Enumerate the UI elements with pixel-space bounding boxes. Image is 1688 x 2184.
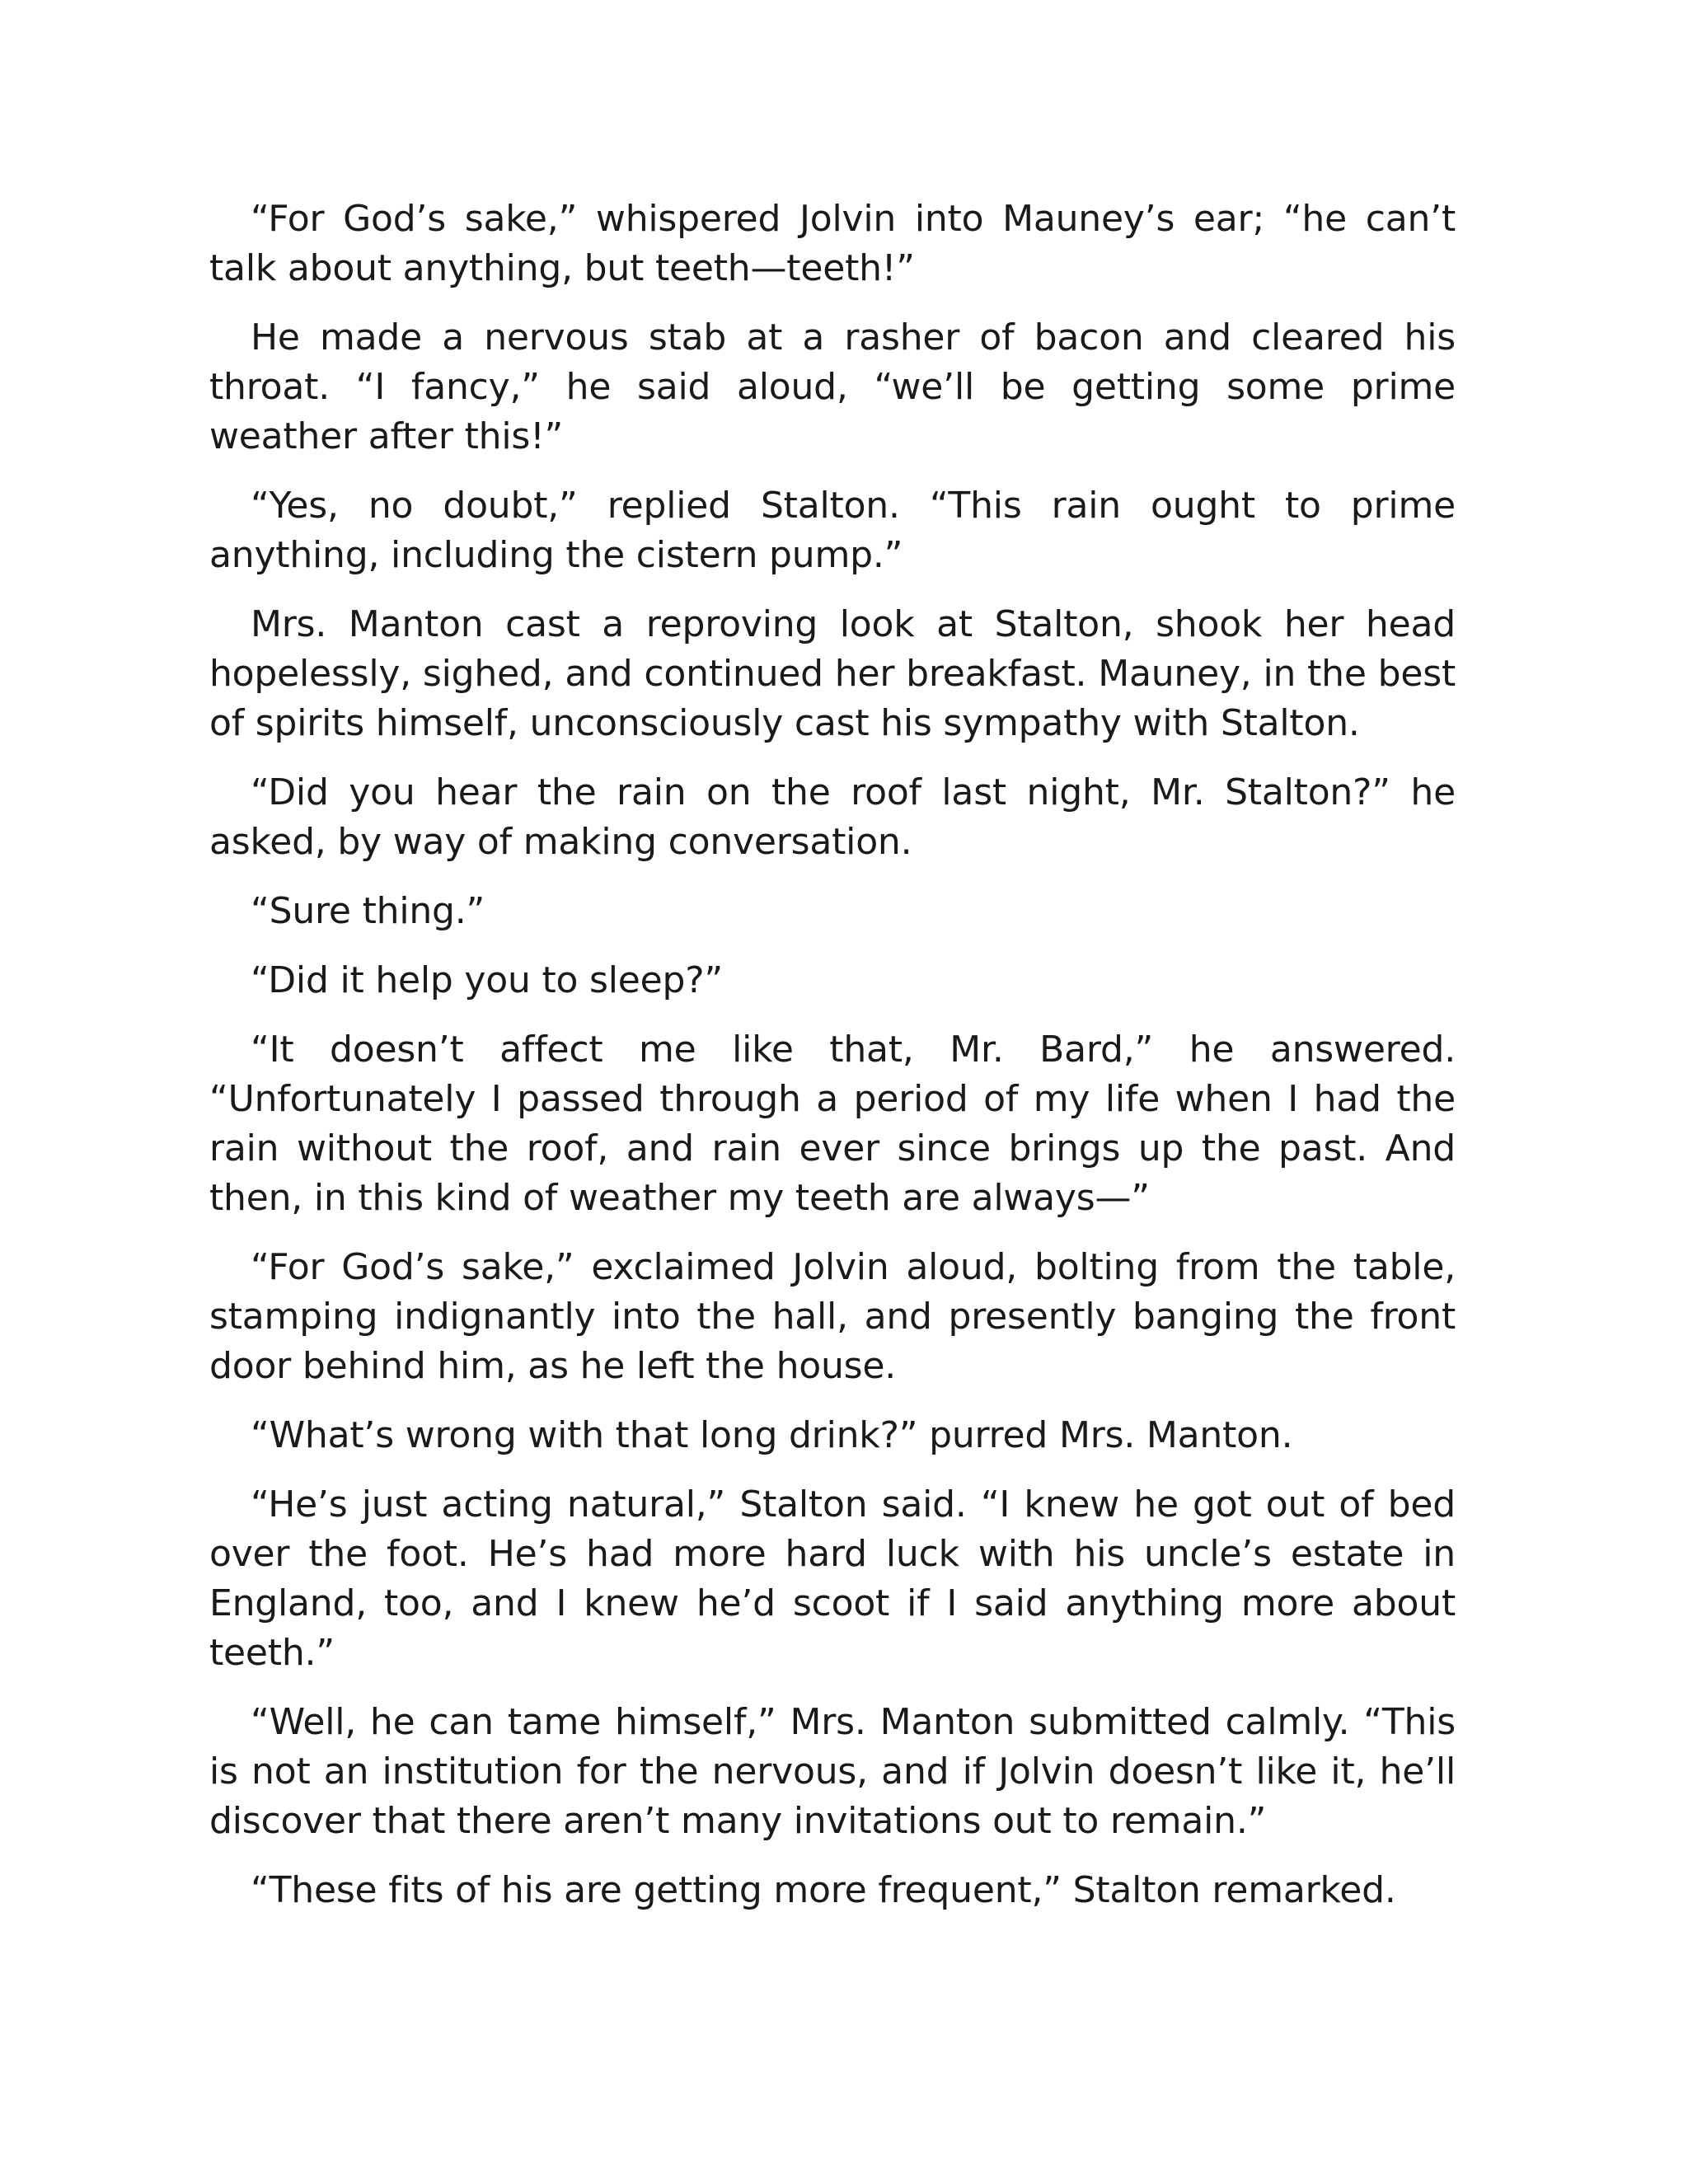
paragraph: “He’s just acting natural,” Stalton said. “I knew he got out of bed over the foot. He’s had more hard luck with his uncle’s estate in England, too, and I knew he’d scoot if I said anything more about teeth.”: [209, 1483, 1456, 1674]
paragraph: “Sure thing.”: [251, 890, 485, 932]
paragraph: Mrs. Manton cast a reproving look at Stalton, shook her head hopelessly, sighed, and continued her breakfast. Mauney, in the best of spirits himself, unconsciously cast his sympathy with Stalton.: [209, 603, 1456, 744]
paragraph: He made a nervous stab at a rasher of bacon and cleared his throat. “I fancy,” he said aloud, “we’ll be getting some prime weather after this!”: [209, 316, 1456, 457]
page-body: [209, 194, 1456, 1935]
paragraph: “Yes, no doubt,” replied Stalton. “This rain ought to prime anything, including the cistern pump.”: [209, 485, 1456, 576]
paragraph: “Did it help you to sleep?”: [251, 959, 723, 1001]
paragraph: “It doesn’t affect me like that, Mr. Bard,” he answered. “Unfortunately I passed through a period of my life when I had the rain without the roof, and rain ever since brings up the past. And then, in this kind of weather my teeth are always—”: [209, 1029, 1456, 1219]
paragraph: “For God’s sake,” exclaimed Jolvin aloud, bolting from the table, stamping indignantly into the hall, and presently banging the front door behind him, as he left the house.: [209, 1246, 1456, 1387]
paragraph: “Did you hear the rain on the roof last night, Mr. Stalton?” he asked, by way of making conversation.: [209, 771, 1456, 863]
paragraph: “Well, he can tame himself,” Mrs. Manton submitted calmly. “This is not an institution for the nervous, and if Jolvin doesn’t like it, he’ll discover that there aren’t many invitations out to remain.”: [209, 1701, 1456, 1842]
paragraph: “For God’s sake,” whispered Jolvin into Mauney’s ear; “he can’t talk about anything, but teeth—teeth!”: [209, 198, 1456, 289]
paragraph: “What’s wrong with that long drink?” purred Mrs. Manton.: [251, 1414, 1293, 1456]
paragraph: “These fits of his are getting more frequent,” Stalton remarked.: [251, 1869, 1396, 1911]
